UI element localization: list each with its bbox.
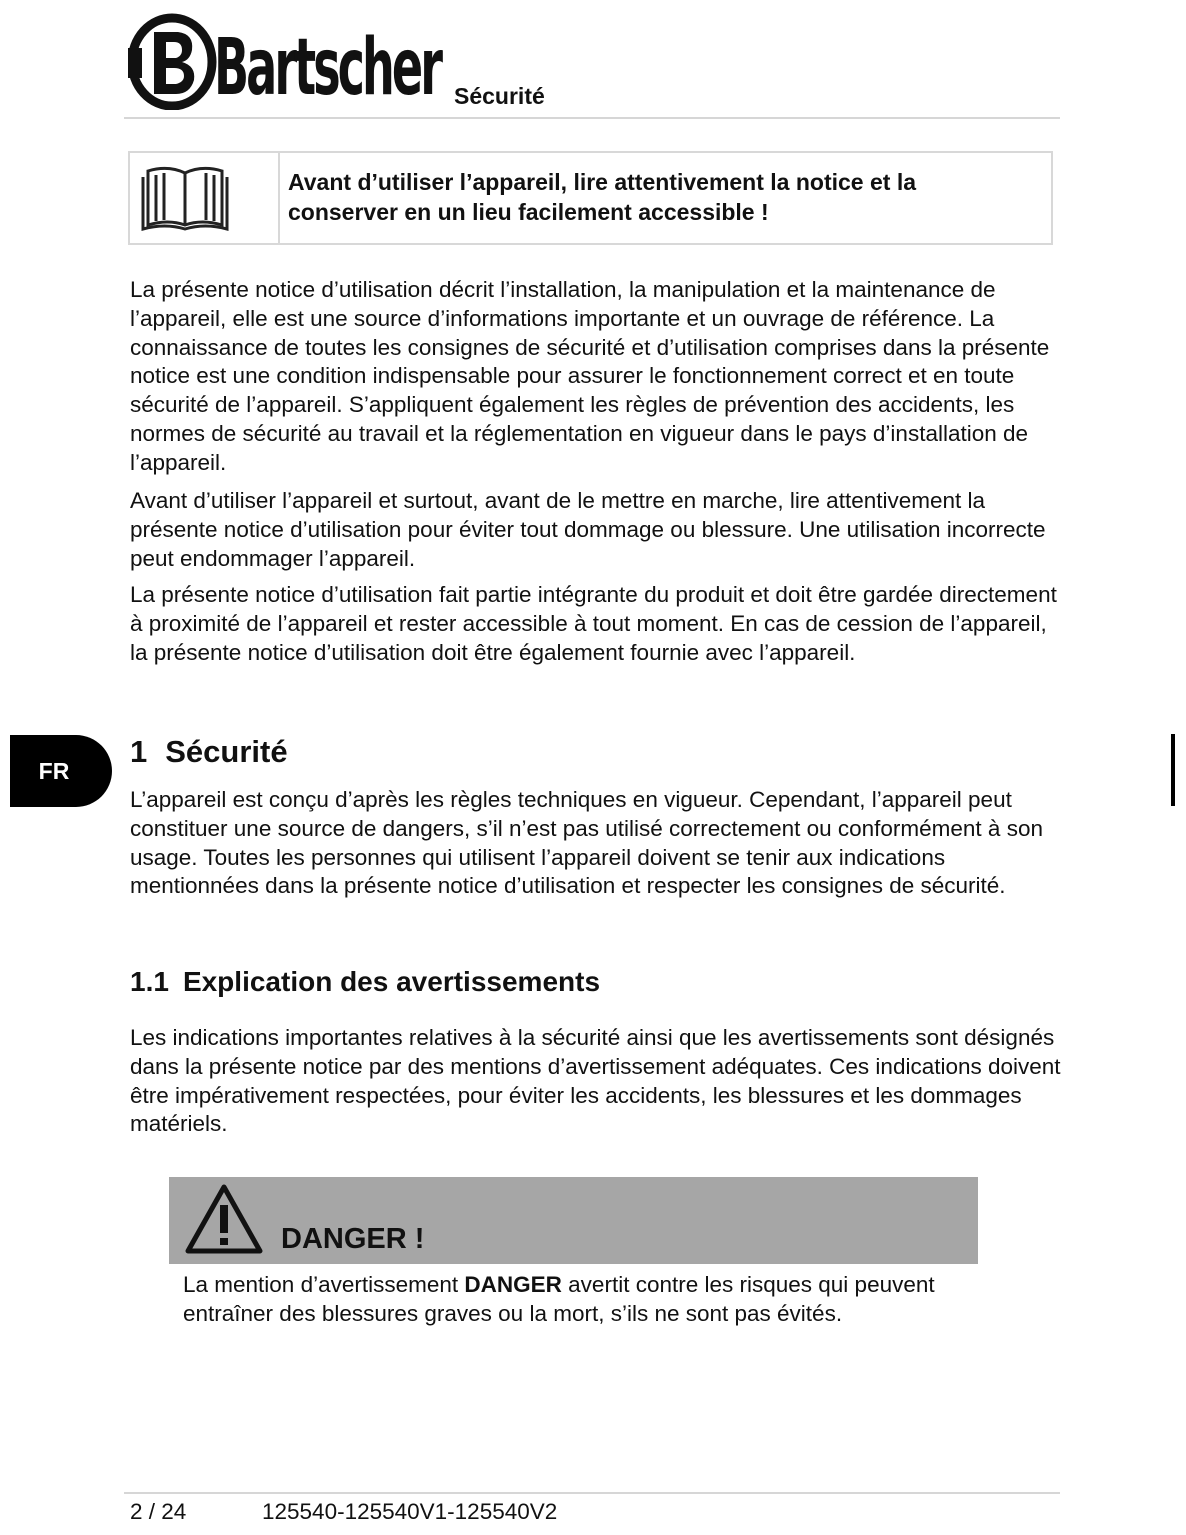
danger-text <box>183 1270 963 1328</box>
brand-name: Bartscher <box>214 23 444 110</box>
section-1-number: 1 <box>130 734 148 769</box>
bartscher-logo <box>128 8 446 110</box>
footer-rule <box>124 1492 1060 1494</box>
notice-icon-cell <box>130 153 280 243</box>
notice-box <box>128 151 1053 245</box>
danger-banner <box>169 1177 978 1264</box>
manual-book-icon <box>140 163 230 233</box>
section-1-1-title: Explication des avertissements <box>182 966 601 997</box>
page-edge-marker <box>1171 734 1175 806</box>
section-1-text: L’appareil est conçu d’après les règles techniques en vigueur. Cependant, l’appareil peut constituer une source de dangers, s’il n’est pas utilisé correctement ou conformément à son usage. Toutes les personnes qui utilisent l’appareil doivent se tenir aux indications mentionnées dans la présente notice d’utilisation et respecter les consignes de sécurité. <box>130 787 1043 899</box>
page-number: 2 / 24 <box>130 1499 187 1524</box>
section-1-heading <box>130 734 288 770</box>
danger-keyword: DANGER <box>464 1272 562 1297</box>
intro-paragraph-3: La présente notice d’utilisation fait partie intégrante du produit et doit être gardée directement à proximité de l’appareil et rester accessible à tout moment. En cas de cession de l’appareil, la présente notice d’utilisation doit être également fournie avec l’appareil. <box>130 582 1057 665</box>
section-1-1-text: Les indications importantes relatives à la sécurité ainsi que les avertissements sont désignés dans la présente notice par des mentions d’avertissement adéquates. Ces indications doivent être impérativement respectées, pour éviter les accidents, les blessures et les dommages matériels. <box>130 1025 1061 1137</box>
document-code: 125540-125540V1-125540V2 <box>262 1499 558 1524</box>
warning-triangle-icon <box>183 1181 265 1257</box>
section-1-title: Sécurité <box>165 734 288 769</box>
intro-paragraph-1: La présente notice d’utilisation décrit l’installation, la manipulation et la maintenance de l’appareil, elle est une source d’informations importante et un ouvrage de référence. La connaissance de toutes les consignes de sécurité et d’utilisation comprises dans la présente notice est une condition indispensable pour assurer le fonctionnement correct et en toute sécurité de l’appareil. S’appliquent également les règles de prévention des accidents, les normes de sécurité au travail et la réglementation en vigueur dans le pays d’installation de l’appareil. <box>130 277 1050 475</box>
header-section-title: Sécurité <box>454 83 545 109</box>
header-rule <box>124 117 1060 119</box>
section-1-1-number: 1.1 <box>130 966 169 997</box>
section-1-1-heading <box>130 966 600 998</box>
language-tab: FR <box>10 735 112 807</box>
danger-text-start: La mention d’avertissement <box>183 1272 465 1297</box>
danger-title: DANGER ! <box>281 1223 425 1255</box>
danger-text-end: avertit contre les risques qui peuvent entraîner des blessures graves ou la mort, s’ils ne sont pas évités. <box>183 1272 935 1326</box>
notice-text: Avant d’utiliser l’appareil, lire attentivement la notice et la conserver en un lieu facilement accessible ! <box>288 169 916 225</box>
intro-paragraph-2: Avant d’utiliser l’appareil et surtout, avant de le mettre en marche, lire attentivement la présente notice d’utilisation pour éviter tout dommage ou blessure. Une utilisation incorrecte peut endommager l’appareil. <box>130 488 1046 571</box>
